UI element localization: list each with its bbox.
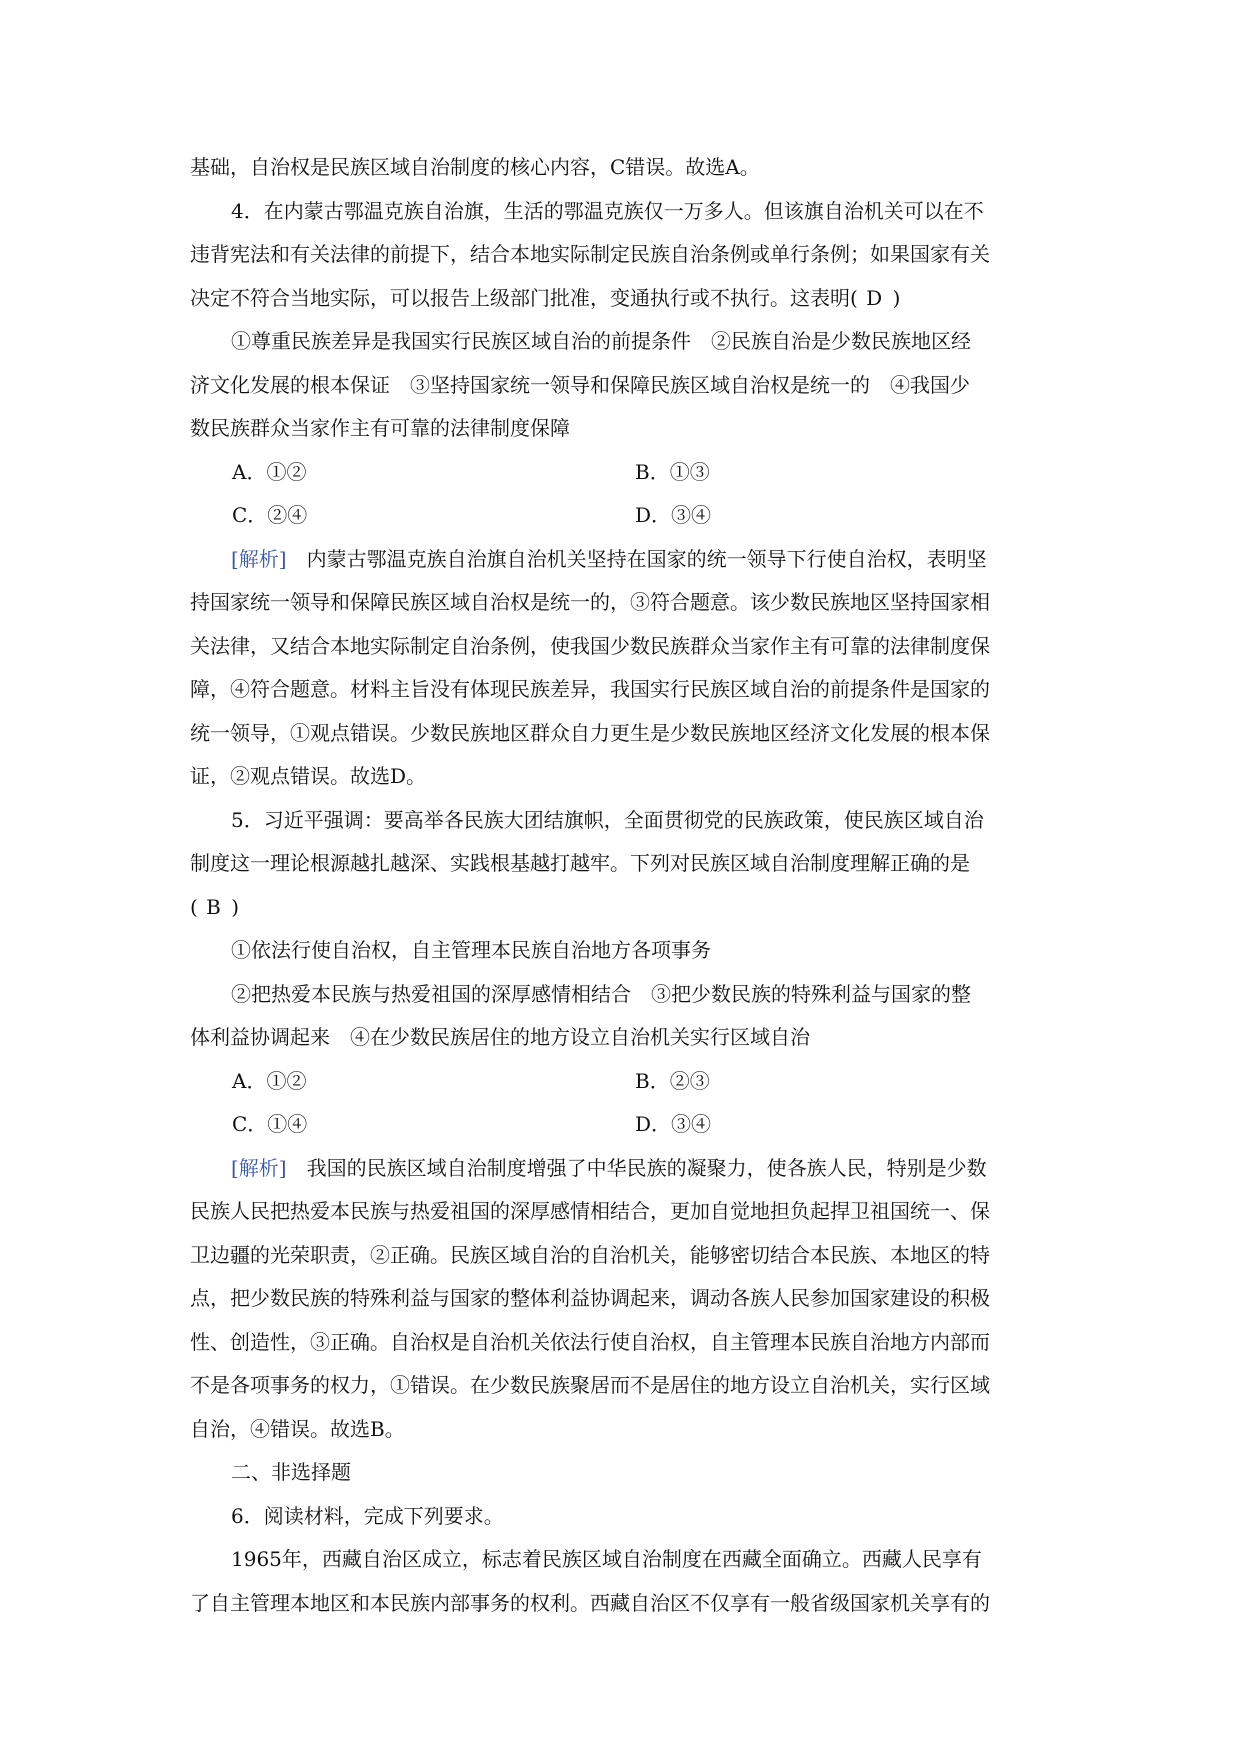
question-4-analysis: 证，②观点错误。故选D。 bbox=[190, 764, 427, 788]
text-line: 基础，自治权是民族区域自治制度的核心内容，C错误。故选A。 bbox=[190, 155, 760, 179]
question-5-statements: ②把热爱本民族与热爱祖国的深厚感情相结合 ③把少数民族的特殊利益与国家的整 bbox=[231, 981, 971, 1006]
question-4-stem: 4．在内蒙古鄂温克族自治旗，生活的鄂温克族仅一万多人。但该旗自治机关可以在不 bbox=[231, 198, 984, 223]
question-4-answer: D bbox=[857, 285, 893, 310]
option-c: C．①④ bbox=[232, 1112, 308, 1136]
option-c: C．②④ bbox=[232, 503, 308, 527]
question-5-statements: 体利益协调起来 ④在少数民族居住的地方设立自治机关实行区域自治 bbox=[190, 1025, 810, 1049]
question-4-analysis: 持国家统一领导和保障民族区域自治权是统一的，③符合题意。该少数民族地区坚持国家相 bbox=[190, 590, 990, 614]
question-4-options-row bbox=[190, 451, 1058, 495]
question-4-analysis: 关法律，又结合本地实际制定自治条例，使我国少数民族群众当家作主有可靠的法律制度保 bbox=[190, 633, 990, 658]
question-4-options-row bbox=[190, 494, 1058, 538]
question-4-stem bbox=[190, 277, 1058, 321]
section-heading: 二、非选择题 bbox=[231, 1460, 351, 1484]
question-5-paren: ( bbox=[190, 894, 198, 919]
question-5-analysis: 民族人民把热爱本民族与热爱祖国的深厚感情相结合，更加自觉地担负起捍卫祖国统一、保 bbox=[190, 1199, 990, 1223]
analysis-tag: [解析] bbox=[231, 546, 287, 571]
question-4-statements: 数民族群众当家作主有可靠的法律制度保障 bbox=[190, 416, 570, 440]
option-a: A．①② bbox=[232, 459, 307, 484]
question-4-stem: 违背宪法和有关法律的前提下，结合本地实际制定民族自治条例或单行条例；如果国家有关 bbox=[190, 242, 990, 266]
question-6-stem: 6．阅读材料，完成下列要求。 bbox=[231, 1503, 504, 1528]
question-5-analysis: 卫边疆的光荣职责，②正确。民族区域自治的自治机关，能够密切结合本民族、本地区的特 bbox=[190, 1242, 990, 1267]
question-4-analysis: 障，④符合题意。材料主旨没有体现民族差异，我国实行民族区域自治的前提条件是国家的 bbox=[190, 677, 990, 701]
question-5-analysis bbox=[190, 1147, 1058, 1191]
analysis-text: 我国的民族区域自治制度增强了中华民族的凝聚力，使各族人民，特别是少数 bbox=[286, 1155, 987, 1180]
question-4-analysis: 统一领导，①观点错误。少数民族地区群众自力更生是少数民族地区经济文化发展的根本保 bbox=[190, 720, 990, 745]
question-5-options-row bbox=[190, 1103, 1058, 1147]
analysis-text: 内蒙古鄂温克族自治旗自治机关坚持在国家的统一领导下行使自治权，表明坚 bbox=[286, 546, 987, 571]
question-4-analysis bbox=[190, 538, 1058, 582]
question-6-material: 1965年，西藏自治区成立，标志着民族区域自治制度在西藏全面确立。西藏人民享有 bbox=[231, 1547, 982, 1571]
question-4-statements: 济文化发展的根本保证 ③坚持国家统一领导和保障民族区域自治权是统一的 ④我国少 bbox=[190, 372, 970, 397]
option-d: D．③④ bbox=[635, 1112, 712, 1136]
option-d: D．③④ bbox=[635, 503, 712, 527]
question-5-stem bbox=[190, 886, 1058, 930]
question-4-stem-text: 决定不符合当地实际，可以报告上级部门批准，变通执行或不执行。这表明( bbox=[190, 285, 858, 310]
question-5-paren: ) bbox=[231, 894, 240, 919]
question-5-analysis: 点，把少数民族的特殊利益与国家的整体利益协调起来，调动各族人民参加国家建设的积极 bbox=[190, 1286, 990, 1310]
option-a: A．①② bbox=[232, 1068, 307, 1093]
question-5-answer: B bbox=[197, 894, 232, 919]
question-5-options-row bbox=[190, 1060, 1058, 1104]
question-4-statements: ①尊重民族差异是我国实行民族区域自治的前提条件 ②民族自治是少数民族地区经 bbox=[231, 329, 971, 353]
question-5-stem: 制度这一理论根源越扎越深、实践根基越打越牢。下列对民族区域自治制度理解正确的是 bbox=[190, 851, 970, 875]
question-6-material: 了自主管理本地区和本民族内部事务的权利。西藏自治区不仅享有一般省级国家机关享有的 bbox=[190, 1590, 990, 1615]
analysis-tag: [解析] bbox=[231, 1155, 287, 1180]
question-5-analysis: 性、创造性，③正确。自治权是自治机关依法行使自治权，自主管理本民族自治地方内部而 bbox=[190, 1329, 990, 1354]
question-5-analysis: 不是各项事务的权力，①错误。在少数民族聚居而不是居住的地方设立自治机关，实行区域 bbox=[190, 1373, 990, 1397]
question-5-statements: ①依法行使自治权，自主管理本民族自治地方各项事务 bbox=[231, 938, 711, 962]
option-b: B．①③ bbox=[635, 459, 710, 484]
option-b: B．②③ bbox=[635, 1068, 710, 1093]
question-4-paren: ) bbox=[892, 285, 901, 310]
question-5-analysis: 自治，④错误。故选B。 bbox=[190, 1416, 405, 1441]
document-page bbox=[190, 146, 1058, 1625]
question-5-stem: 5．习近平强调：要高举各民族大团结旗帜，全面贯彻党的民族政策，使民族区域自治 bbox=[231, 807, 984, 832]
